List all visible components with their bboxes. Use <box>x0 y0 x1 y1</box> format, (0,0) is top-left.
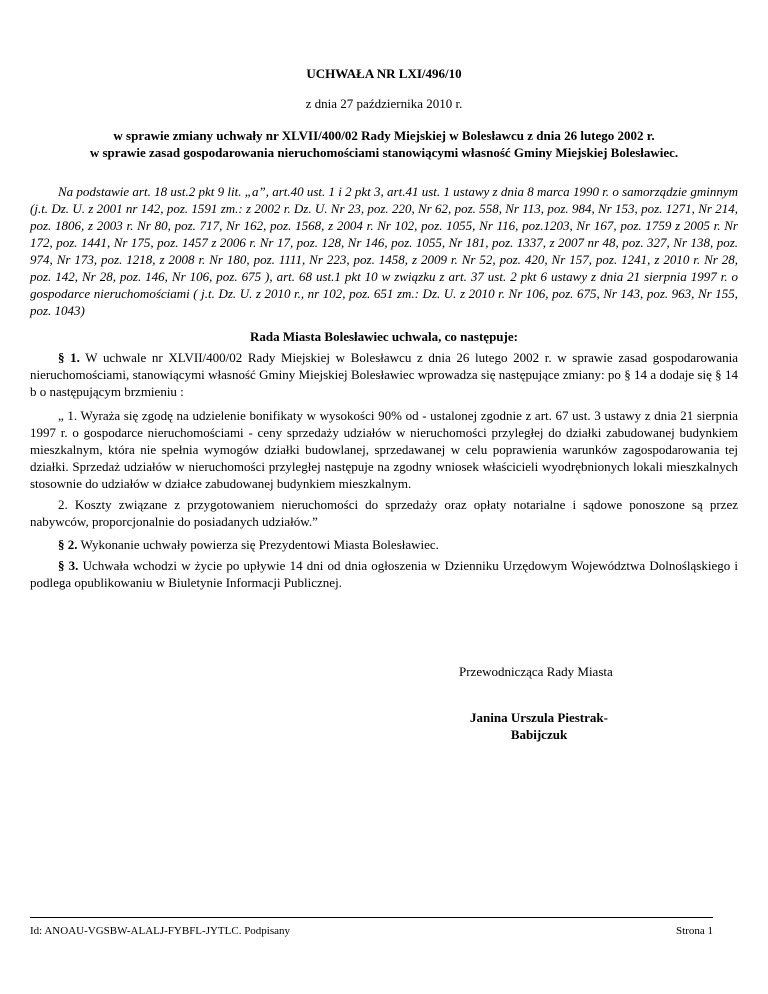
quote-point-1: „ 1. Wyraża się zgodę na udzielenie bonifikaty w wysokości 90% od - ustalonej zgodnie z art. 67 ust. 3 ustawy z dnia 21 sierpnia 1997 r. o gospodarce nieruchomościami - ceny sprzedaży udziałów w nieruchomości przyległej do działki zabudowanej budynkiem mieszkalnym, która nie spełnia wymogów działki budowlanej, sprzedawanej w celu poprawienia warunków zagospodarowania tej działki. Sprzedaż udziałów w nieruchomości przyległej następuje na zgodny wniosek właścicieli wyodrębnionych lokali mieszkalnych stosownie do udziałów w działce zabudowanej budynkiem mieszkalnym. <box>30 408 738 491</box>
signer-name <box>462 709 616 743</box>
resolution-title: UCHWAŁA NR LXI/496/10 <box>306 66 462 81</box>
legal-basis: Na podstawie art. 18 ust.2 pkt 9 lit. „a”, art.40 ust. 1 i 2 pkt 3, art.41 ust. 1 ustawy z dnia 8 marca 1990 r. o samorządzie gminnym (j.t. Dz. U. z 2001 nr 142, poz. 1591 zm.: z 2002 r. Dz. U. Nr 23, poz. 220, Nr 62, poz. 558, Nr 113, poz. 984, Nr 153, poz. 1271, Nr 214, poz. 1806, z 2003 r. Nr 80, poz. 717, Nr 162, poz. 1568, z 2004 r. Nr 102, poz. 1055, Nr 116, poz.1203, Nr 167, poz. 1759 z 2005 r. Nr 172, poz. 1441, Nr 175, poz. 1457 z 2006 r. Nr 17, poz. 128, Nr 146, poz. 1055, Nr 181, poz. 1337, z 2007 nr 48, poz. 327, Nr 138, poz. 974, Nr 173, poz. 1218, z 2008 r. Nr 180, poz. 1111, Nr 223, poz. 1458, z 2009 r. Nr 52, poz. 420, Nr 157, poz. 1241, z 2010 r. Nr 28, poz. 142, Nr 28, poz. 146, Nr 106, poz. 675 ), art. 68 ust.1 pkt 10 w związku z art. 37 ust. 2 pkt 6 ustawy z dnia 21 sierpnia 1997 r. o gospodarce nieruchomościami ( j.t. Dz. U. z 2010 r., nr 102, poz. 651 zm.: Dz. U. z 2010 r. Nr 106, poz. 675, Nr 143, poz. 963, Nr 155, poz. 1043) <box>30 184 738 318</box>
section-2-label: § 2. <box>58 537 78 552</box>
section-1 <box>30 349 738 400</box>
section-3-text: Uchwała wchodzi w życie po upływie 14 dni od dnia ogłoszenia w Dzienniku Urzędowym Województwa Dolnośląskiego i podlega opublikowaniu w Biuletynie Informacji Publicznej. <box>30 558 739 590</box>
resolves-heading: Rada Miasta Bolesławiec uchwala, co następuje: <box>250 329 518 344</box>
section-1-label: § 1. <box>58 350 80 365</box>
resolution-date: z dnia 27 października 2010 r. <box>305 96 463 111</box>
subject-line-1: w sprawie zmiany uchwały nr XLVII/400/02 Rady Miejskiej w Bolesławcu z dnia 26 lutego 2002 r. <box>113 128 655 143</box>
subject-line-2: w sprawie zasad gospodarowania nieruchomościami stanowiącymi własność Gminy Miejskiej Bolesławiec. <box>89 145 679 160</box>
section-1-text: W uchwale nr XLVII/400/02 Rady Miejskiej w Bolesławcu z dnia 26 lutego 2002 r. w sprawie zasad gospodarowania nieruchomościami, stanowiącymi własność Gminy Miejskiej Bolesławiec wprowadza się następujące zmiany: po § 14 a dodaje się § 14 b o następującym brzmieniu : <box>30 350 739 399</box>
resolution-subject <box>30 127 738 161</box>
signer-line-2: Babijczuk <box>510 727 568 742</box>
chair-title: Przewodnicząca Rady Miasta <box>459 664 613 679</box>
section-3 <box>30 557 738 591</box>
footer-divider <box>30 917 713 918</box>
section-3-label: § 3. <box>58 558 79 573</box>
section-2-text: Wykonanie uchwały powierza się Prezydentowi Miasta Bolesławiec. <box>77 537 439 552</box>
section-2 <box>30 536 738 553</box>
footer-document-id: Id: ANOAU-VGSBW-ALALJ-FYBFL-JYTLC. Podpisany <box>30 925 291 937</box>
footer-page-number: Strona 1 <box>676 925 713 937</box>
signer-line-1: Janina Urszula Piestrak- <box>470 710 608 725</box>
quote-point-2: 2. Koszty związane z przygotowaniem nieruchomości do sprzedaży oraz opłaty notarialne i sądowe ponoszone są przez nabywców, proporcjonalnie do posiadanych udziałów.” <box>30 497 738 529</box>
